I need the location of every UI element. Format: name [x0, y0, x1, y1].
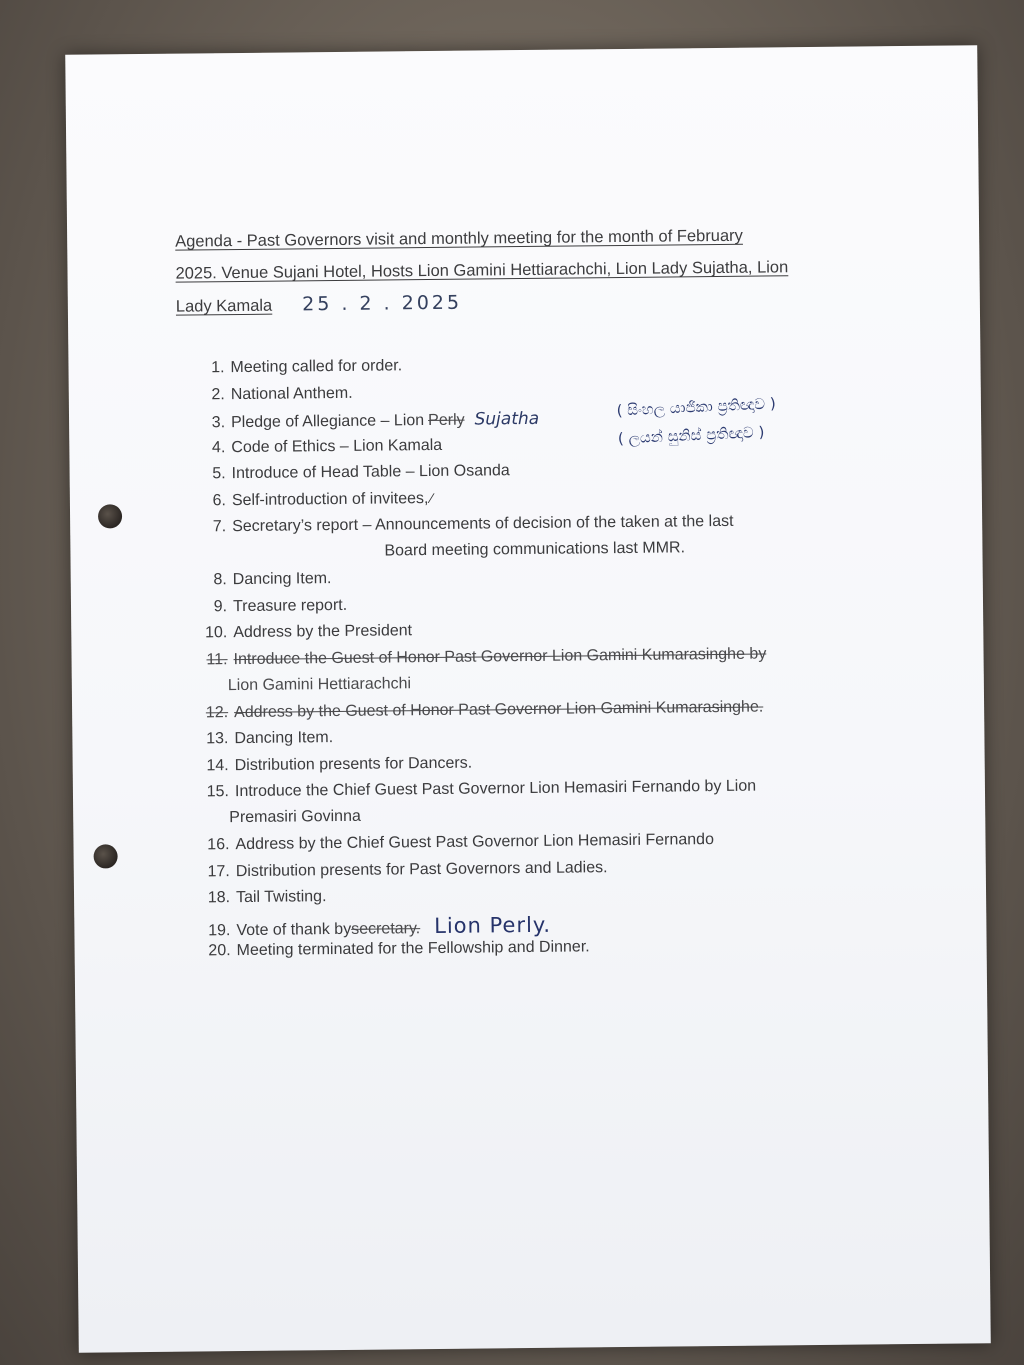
- item-number: 2.: [211, 385, 225, 403]
- item-number: 3.: [211, 414, 226, 432]
- item-number: 15.: [206, 783, 230, 801]
- agenda-item-7: [200, 510, 961, 571]
- item-number: 10.: [204, 624, 228, 642]
- item-number: 12.: [205, 703, 229, 721]
- item-number: 16.: [207, 836, 230, 854]
- item-text: Code of Ethics – Lion Kamala: [231, 436, 443, 456]
- item-number: 5.: [212, 465, 226, 483]
- item-text: Introduce the Guest of Honor Past Governor Lion Gamini Kumarasinghe by: [233, 645, 767, 668]
- item-text: Address by the Guest of Honor Past Governor Lion Gamini Kumarasinghe.: [234, 698, 764, 721]
- item-text: Dancing Item.: [234, 729, 334, 748]
- item-text: Meeting called for order.: [230, 357, 403, 377]
- item-text: Introduce the Chief Guest Past Governor Lion Hemasiri Fernando by Lion: [234, 777, 757, 801]
- heading-line-2: 2025. Venue Sujani Hotel, Hosts Lion Gamini Hettiarachchi, Lion Lady Sujatha, Lion: [175, 258, 789, 283]
- item-number: 11.: [206, 650, 228, 668]
- item-number: 19.: [208, 921, 231, 939]
- struck-word: secretary.: [351, 919, 421, 938]
- item-number: 7.: [212, 518, 227, 536]
- heading-line-3: [176, 282, 866, 322]
- item-text: Vote of thank by: [236, 920, 352, 939]
- item-number: 4.: [211, 438, 226, 456]
- heading-line-3-text: Lady Kamala: [175, 296, 273, 316]
- item-text: National Anthem.: [230, 384, 353, 403]
- struck-name: Perly: [428, 411, 465, 430]
- punch-hole-bottom: [94, 844, 118, 868]
- item-number: 8.: [213, 571, 227, 589]
- tick-mark-icon: ⁄: [430, 489, 433, 506]
- item-text: Pledge of Allegiance – Lion: [231, 412, 425, 432]
- item-number: 9.: [213, 597, 228, 615]
- item-number: 6.: [212, 491, 226, 509]
- margin-note-line-1: ( සිංහල යාජිකා ප්‍රතිඥාව ): [616, 394, 777, 420]
- margin-note-line-2: ( ලයන් සුනිස් ප්‍රතිඥාව ): [617, 422, 765, 448]
- punch-hole-top: [98, 504, 122, 528]
- item-continuation: Board meeting communications last MMR.: [384, 539, 686, 560]
- handwritten-name: Lion Perly.: [434, 912, 552, 938]
- item-number: 17.: [207, 862, 230, 880]
- heading-line-1: Agenda - Past Governors visit and monthly meeting for the month of February: [175, 226, 743, 251]
- item-number: 1.: [211, 359, 225, 377]
- agenda-list: [198, 351, 964, 968]
- item-continuation: Premasiri Govinna: [229, 807, 361, 827]
- item-number: 14.: [206, 756, 229, 774]
- item-text: Self-introduction of invitees,: [231, 489, 429, 509]
- item-number: 20.: [208, 942, 231, 960]
- agenda-heading: [175, 218, 866, 322]
- item-text: Meeting terminated for the Fellowship and Dinner.: [236, 938, 590, 960]
- item-text: Tail Twisting.: [235, 888, 327, 907]
- item-number: 13.: [206, 730, 229, 748]
- item-text: Introduce of Head Table – Lion Osanda: [231, 462, 510, 483]
- agenda-item-15: [203, 775, 964, 836]
- item-continuation: Lion Gamini Hettiarachchi: [227, 674, 412, 694]
- item-number: 18.: [207, 889, 231, 907]
- item-text: Distribution presents for Dancers.: [234, 754, 473, 774]
- item-text: Treasure report.: [232, 596, 348, 615]
- item-text: Dancing Item.: [232, 570, 332, 589]
- item-text: Address by the Chief Guest Past Governor Lion Hemasiri Fernando: [235, 831, 715, 854]
- agenda-item-11: [201, 643, 962, 704]
- handwritten-name: Sujatha: [474, 408, 540, 430]
- handwritten-date: 25 . 2 . 2025: [302, 291, 463, 316]
- item-text: Distribution presents for Past Governors and Ladies.: [235, 858, 608, 880]
- item-text: Address by the President: [233, 622, 413, 642]
- agenda-sheet: [65, 45, 991, 1352]
- item-text: Secretary’s report – Announcements of decision of the taken at the last: [232, 512, 734, 536]
